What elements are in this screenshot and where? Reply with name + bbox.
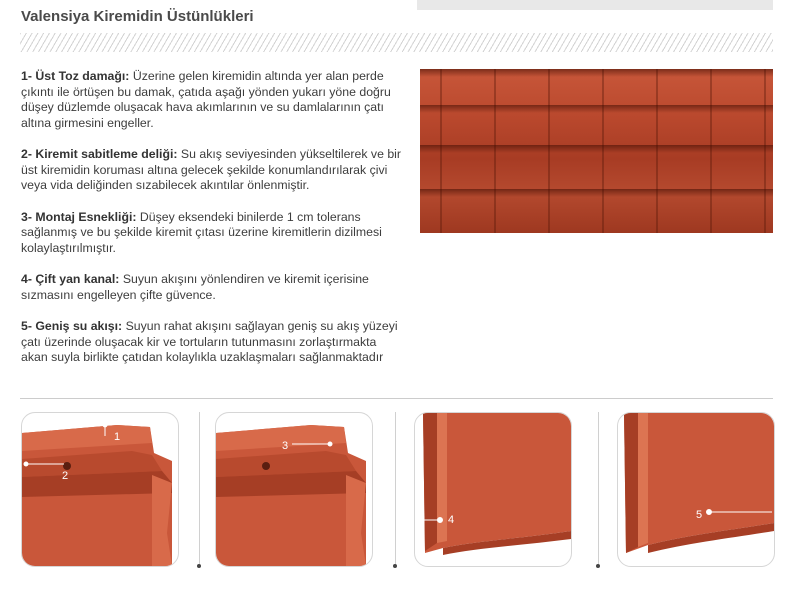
tile-illustration [618, 413, 774, 566]
feature-item-2 [21, 147, 406, 194]
card-separator [199, 412, 200, 564]
separator-dot [197, 564, 201, 568]
section-divider [20, 398, 773, 399]
feature-text: Suyun akışını yönlendiren ve kiremit içerisine sızmasını engelleyen çifte güvence. [21, 272, 369, 302]
top-gray-bar [417, 0, 773, 10]
feature-item-4 [21, 272, 406, 303]
feature-heading: 5- Geniş su akışı: [21, 319, 123, 333]
detail-card-side-channel [414, 412, 572, 567]
separator-dot [596, 564, 600, 568]
feature-text: Üzerine gelen kiremidin altında yer alan perde çıkıntı ile örtüşen bu damak, çatıda aşağı yönden yukarı yöne doğru düşey düzlemde oluşacak hava akımlarının ve su damlalarının çatı altına girmesini engeller. [21, 69, 391, 130]
tile-illustration [216, 413, 372, 566]
callout-4: 4 [448, 514, 455, 526]
section-title: Valensiya Kiremidin Üstünlükleri [21, 8, 254, 25]
feature-item-3 [21, 210, 406, 257]
feature-text: Su akış seviyesinden yükseltilerek ve bir üst kiremidin koruması altına gelecek şekilde konumlandırılarak çivi veya vida deliğinden sızabilecek akıntılar önlenmiştir. [21, 147, 401, 192]
callout-2: 2 [62, 470, 69, 482]
tile-illustration [22, 413, 178, 566]
detail-card-water-flow [617, 412, 775, 567]
detail-card-dust-lip [21, 412, 179, 567]
separator-dot [393, 564, 397, 568]
feature-item-1 [21, 69, 406, 131]
tile-row-shadow [420, 145, 773, 153]
roof-tiles-photo [420, 69, 773, 233]
feature-text: Suyun rahat akışını sağlayan geniş su akış yüzeyi çatı üzerinde oluşacak kir ve tortuların tutunmasını zorlaştırmakta akan suyla birlikte çatıdan kolaylıkla uzaklaşmaları sağlanmaktadır [21, 319, 398, 364]
tile-row-shadow [420, 189, 773, 197]
features-list [21, 69, 406, 382]
tile-row-shadow [420, 105, 773, 113]
feature-heading: 1- Üst Toz damağı: [21, 69, 130, 83]
feature-heading: 4- Çift yan kanal: [21, 272, 120, 286]
hatched-divider [20, 33, 773, 52]
card-separator [598, 412, 599, 564]
callout-5: 5 [696, 509, 703, 521]
feature-heading: 3- Montaj Esnekliği: [21, 209, 137, 224]
detail-card-fixing-hole [215, 412, 373, 567]
callout-3: 3 [282, 440, 289, 452]
feature-heading: 2- Kiremit sabitleme deliği: [21, 147, 178, 161]
tile-row-shadow [420, 69, 773, 77]
feature-text: Düşey eksendeki binilerde 1 cm tolerans sağlanmış ve bu şekilde kiremit çıtası üzerine kiremitlerin dizilmesi kolaylaştırılmıştır. [21, 209, 382, 255]
feature-item-5 [21, 319, 406, 366]
tile-illustration [415, 413, 571, 566]
card-separator [395, 412, 396, 564]
callout-1: 1 [114, 431, 121, 443]
